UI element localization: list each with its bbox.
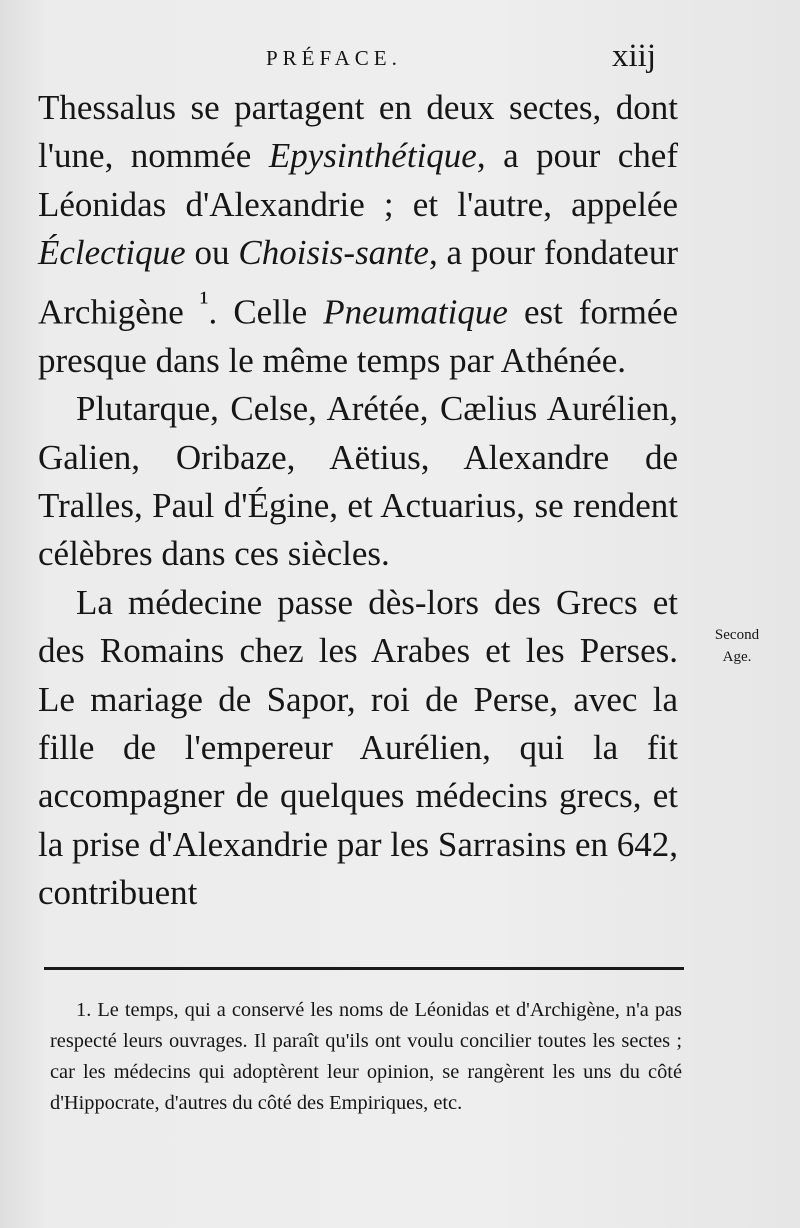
footnote — [50, 995, 682, 1119]
term-epysinthetique: Epysinthétique — [268, 136, 477, 176]
page-number: xiij — [612, 38, 657, 74]
footnote-rule — [44, 967, 684, 970]
paragraph-1-part-5: . Celle — [208, 292, 324, 332]
paragraph-1-part-6: est formée presque dans le même temps par Athénée. — [38, 292, 678, 380]
page-header — [0, 40, 800, 80]
footnote-text: Le temps, qui a conservé les noms de Léonidas et d'Archigène, n'a pas respecté leurs ouvrages. Il paraît qu'ils ont voulu concilier toutes les sectes ; car les médecins qui adoptèrent leur opinion, se rangèrent les uns du côté d'Hippocrate, d'autres du côté des Empiriques, etc. — [50, 999, 682, 1114]
paragraph-1 — [38, 84, 678, 385]
margin-note — [692, 624, 782, 668]
paragraph-1-part-3: ou — [185, 233, 239, 273]
paragraph-1-part-1: Thessalus se partagent en deux sectes, dont l'une, nommée — [38, 88, 678, 176]
paragraph-1-part-2: , a pour chef Léonidas d'Alexandrie ; et l'autre, appelée — [38, 136, 678, 224]
term-eclectique: Éclectique — [38, 233, 186, 273]
footnote-number: 1. — [76, 999, 92, 1021]
footnote-marker: ¹ — [199, 285, 209, 318]
paragraph-3: La médecine passe dès-lors des Grecs et des Romains chez les Arabes et les Perses. Le mariage de Sapor, roi de Perse, avec la fille de l'empereur Aurélien, qui la fit accompagner de quelques médecins grecs, et la prise d'Alexandrie par les Sarrasins en 642, contribuent — [38, 582, 678, 913]
running-title: PRÉFACE. — [266, 46, 402, 70]
term-choisissante: Choisis-sante — [238, 233, 429, 273]
body-text — [38, 84, 678, 918]
margin-note-line-2: Age. — [722, 649, 752, 665]
paragraph-1-part-4: , a pour fondateur Archigène — [38, 233, 679, 332]
paragraph-2: Plutarque, Celse, Arétée, Cælius Aurélien, Galien, Oribaze, Aëtius, Alexandre de Tralles, Paul d'Égine, et Actuarius, se rendent célèbres dans ces siècles. — [38, 389, 678, 574]
term-pneumatique: Pneumatique — [323, 292, 508, 332]
margin-note-line-1: Second — [714, 627, 760, 643]
